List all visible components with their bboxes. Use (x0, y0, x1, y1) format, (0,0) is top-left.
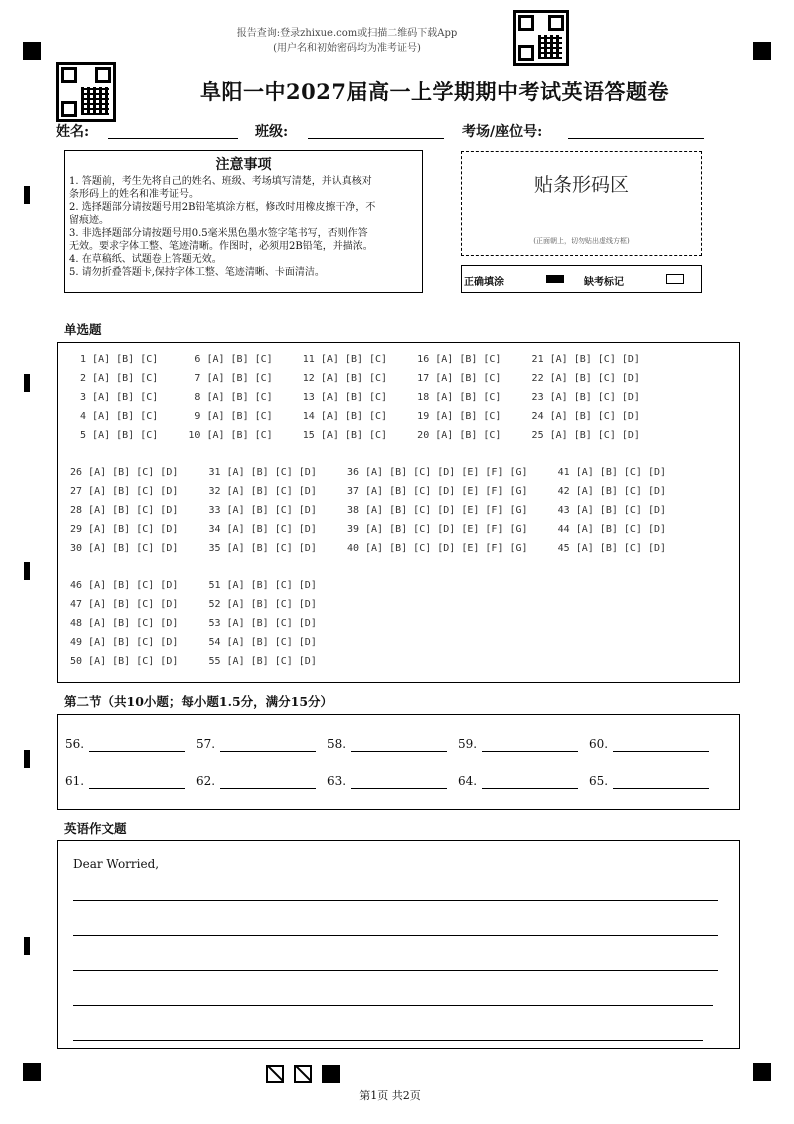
writing-line[interactable] (73, 1040, 703, 1041)
blank-number: 56. (65, 737, 85, 751)
section2-title: 第二节（共10小题；每小题1.5分，满分15分） (64, 694, 334, 709)
page-marker-crossed-icon (294, 1065, 312, 1083)
student-qr-code-icon (56, 62, 116, 122)
section3-title: 英语作文题 (64, 821, 127, 836)
writing-line[interactable] (73, 970, 718, 971)
blank-number: 62. (196, 774, 216, 788)
report-query-line2: (用户名和初始密码均为准考证号) (273, 43, 421, 54)
absent-mark-label: 缺考标记 (584, 277, 624, 288)
blank-number: 60. (589, 737, 609, 751)
writing-line[interactable] (73, 900, 718, 901)
corner-mark-tr (753, 42, 771, 60)
filled-box-icon (546, 275, 564, 283)
blank-number: 65. (589, 774, 609, 788)
choice-row[interactable]: 26 [A] [B] [C] [D] 31 [A] [B] [C] [D] 36 [A] [B] [C] [D] [E] [F] [G] 41 [A] [B] [C] [D] (70, 467, 667, 478)
timing-mark (24, 750, 30, 768)
blank-62-line[interactable] (220, 788, 316, 789)
class-field[interactable] (308, 138, 444, 139)
choice-row[interactable]: 29 [A] [B] [C] [D] 34 [A] [B] [C] [D] 39 [A] [B] [C] [D] [E] [F] [G] 44 [A] [B] [C] [D] (70, 524, 667, 535)
page-number: 第1页 共2页 (359, 1089, 421, 1102)
choice-row[interactable]: 49 [A] [B] [C] [D] 54 [A] [B] [C] [D] (70, 637, 317, 648)
exam-seat-field[interactable] (568, 138, 704, 139)
timing-mark (24, 937, 30, 955)
barcode-title: 贴条形码区 (533, 174, 629, 196)
choice-row[interactable]: 28 [A] [B] [C] [D] 33 [A] [B] [C] [D] 38 [A] [B] [C] [D] [E] [F] [G] 43 [A] [B] [C] [D] (70, 505, 667, 516)
exam-seat-label: 考场/座位号: (462, 124, 543, 140)
notice-line: 5. 请勿折叠答题卡,保持字体工整、笔迹清晰、卡面清洁。 (69, 267, 325, 278)
class-label: 班级: (255, 124, 289, 140)
notice-box (64, 150, 423, 293)
choice-row[interactable]: 5 [A] [B] [C] 10 [A] [B] [C] 15 [A] [B] [C] 20 [A] [B] [C] 25 [A] [B] [C] [D] (74, 430, 640, 441)
notice-line: 4. 在草稿纸、试题卷上答题无效。 (69, 254, 222, 265)
blank-60-line[interactable] (613, 751, 709, 752)
notice-line: 1. 答题前，考生先将自己的姓名、班级、考场填写清楚，并认真核对 (69, 176, 372, 187)
choice-row[interactable]: 4 [A] [B] [C] 9 [A] [B] [C] 14 [A] [B] [C] 19 [A] [B] [C] 24 [A] [B] [C] [D] (74, 411, 640, 422)
corner-mark-bl (23, 1063, 41, 1081)
blank-number: 59. (458, 737, 478, 751)
corner-mark-br (753, 1063, 771, 1081)
writing-line[interactable] (73, 1005, 713, 1006)
app-qr-code-icon (513, 10, 569, 66)
notice-line: 2. 选择题部分请按题号用2B铅笔填涂方框，修改时用橡皮擦干净，不 (69, 202, 376, 213)
fill-legend (461, 265, 702, 293)
blank-58-line[interactable] (351, 751, 447, 752)
barcode-area (461, 151, 702, 256)
blank-number: 61. (65, 774, 85, 788)
choice-row[interactable]: 27 [A] [B] [C] [D] 32 [A] [B] [C] [D] 37 [A] [B] [C] [D] [E] [F] [G] 42 [A] [B] [C] [D] (70, 486, 667, 497)
blank-number: 63. (327, 774, 347, 788)
timing-mark (24, 562, 30, 580)
blank-number: 64. (458, 774, 478, 788)
essay-salutation: Dear Worried, (73, 857, 160, 871)
absent-checkbox[interactable] (666, 274, 684, 284)
choice-row[interactable]: 47 [A] [B] [C] [D] 52 [A] [B] [C] [D] (70, 599, 317, 610)
notice-title: 注意事项 (215, 157, 272, 173)
correct-fill-label: 正确填涂 (464, 277, 504, 288)
page-marker-filled-icon (322, 1065, 340, 1083)
blank-64-line[interactable] (482, 788, 578, 789)
notice-line: 留痕迹。 (69, 215, 109, 226)
writing-line[interactable] (73, 935, 718, 936)
notice-line: 无效。要求字体工整、笔迹清晰。作图时，必须用2B铅笔，并描浓。 (69, 241, 373, 252)
blank-65-line[interactable] (613, 788, 709, 789)
choice-row[interactable]: 2 [A] [B] [C] 7 [A] [B] [C] 12 [A] [B] [C] 17 [A] [B] [C] 22 [A] [B] [C] [D] (74, 373, 640, 384)
choice-row[interactable]: 30 [A] [B] [C] [D] 35 [A] [B] [C] [D] 40 [A] [B] [C] [D] [E] [F] [G] 45 [A] [B] [C] [D] (70, 543, 667, 554)
barcode-hint: (正面朝上，切勿贴出虚线方框) (533, 237, 630, 245)
notice-line: 条形码上的姓名和准考证号。 (69, 189, 199, 200)
choice-row[interactable]: 1 [A] [B] [C] 6 [A] [B] [C] 11 [A] [B] [C] 16 [A] [B] [C] 21 [A] [B] [C] [D] (74, 354, 640, 365)
blank-number: 58. (327, 737, 347, 751)
blank-63-line[interactable] (351, 788, 447, 789)
blank-56-line[interactable] (89, 751, 185, 752)
name-field[interactable] (108, 138, 238, 139)
blank-number: 57. (196, 737, 216, 751)
choice-row[interactable]: 48 [A] [B] [C] [D] 53 [A] [B] [C] [D] (70, 618, 317, 629)
name-label: 姓名: (56, 124, 90, 140)
blank-59-line[interactable] (482, 751, 578, 752)
page-title: 阜阳一中2027届高一上学期期中考试英语答题卷 (200, 79, 669, 104)
timing-mark (24, 374, 30, 392)
blank-61-line[interactable] (89, 788, 185, 789)
timing-mark (24, 186, 30, 204)
fill-in-box (57, 714, 740, 810)
corner-mark-tl (23, 42, 41, 60)
notice-line: 3. 非选择题部分请按题号用0.5毫米黑色墨水签字笔书写，否则作答 (69, 228, 368, 239)
choice-row[interactable]: 46 [A] [B] [C] [D] 51 [A] [B] [C] [D] (70, 580, 317, 591)
essay-box[interactable] (57, 840, 740, 1049)
blank-57-line[interactable] (220, 751, 316, 752)
choice-row[interactable]: 50 [A] [B] [C] [D] 55 [A] [B] [C] [D] (70, 656, 317, 667)
page-marker-crossed-icon (266, 1065, 284, 1083)
section1-title: 单选题 (64, 322, 102, 337)
choice-row[interactable]: 3 [A] [B] [C] 8 [A] [B] [C] 13 [A] [B] [C] 18 [A] [B] [C] 23 [A] [B] [C] [D] (74, 392, 640, 403)
report-query-line1: 报告查询:登录zhixue.com或扫描二维码下载App (236, 28, 458, 39)
